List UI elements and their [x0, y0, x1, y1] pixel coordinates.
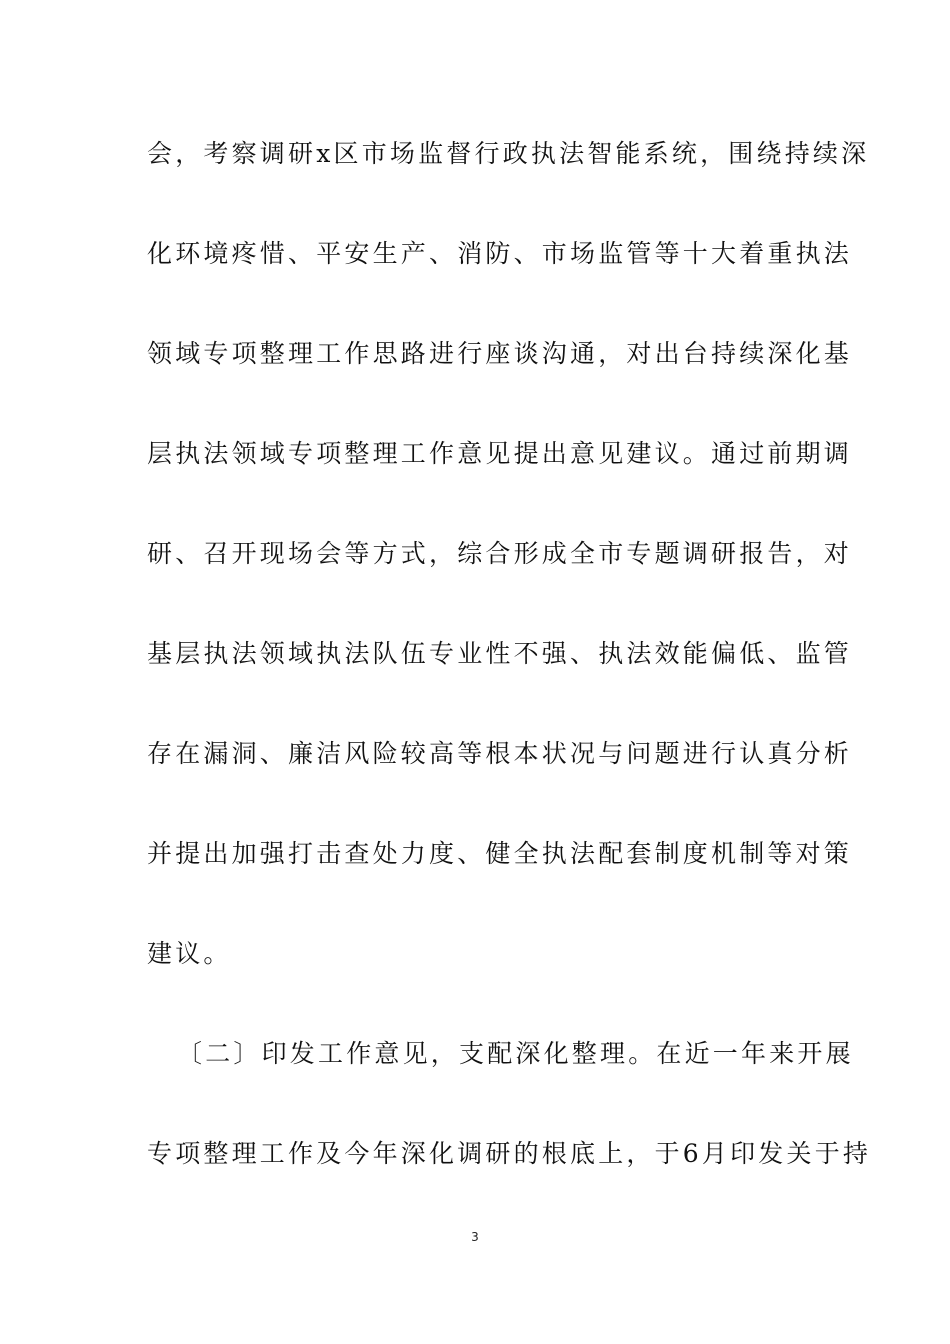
text-line: 基层执法领域执法队伍专业性不强、执法效能偏低、监管 — [147, 639, 853, 668]
page-number: 3 — [471, 1230, 479, 1244]
text-line-section-heading: 〔二〕印发工作意见，支配深化整理。在近一年来开展 — [177, 1039, 854, 1068]
text-line: 化环境疼惜、平安生产、消防、市场监管等十大着重执法 — [147, 239, 853, 268]
text-line: 研、召开现场会等方式，综合形成全市专题调研报告，对 — [147, 539, 853, 568]
text-line: 会，考察调研x区市场监督行政执法智能系统，围绕持续深 — [147, 139, 870, 168]
text-line: 并提出加强打击查处力度、健全执法配套制度机制等对策 — [147, 839, 853, 868]
text-line: 层执法领域专项整理工作意见提出意见建议。通过前期调 — [147, 439, 853, 468]
text-line-paragraph-end: 建议。 — [147, 939, 232, 968]
text-line: 专项整理工作及今年深化调研的根底上，于6月印发关于持 — [147, 1139, 872, 1168]
text-line: 领域专项整理工作思路进行座谈沟通，对出台持续深化基 — [147, 339, 853, 368]
text-line: 存在漏洞、廉洁风险较高等根本状况与问题进行认真分析 — [147, 739, 853, 768]
